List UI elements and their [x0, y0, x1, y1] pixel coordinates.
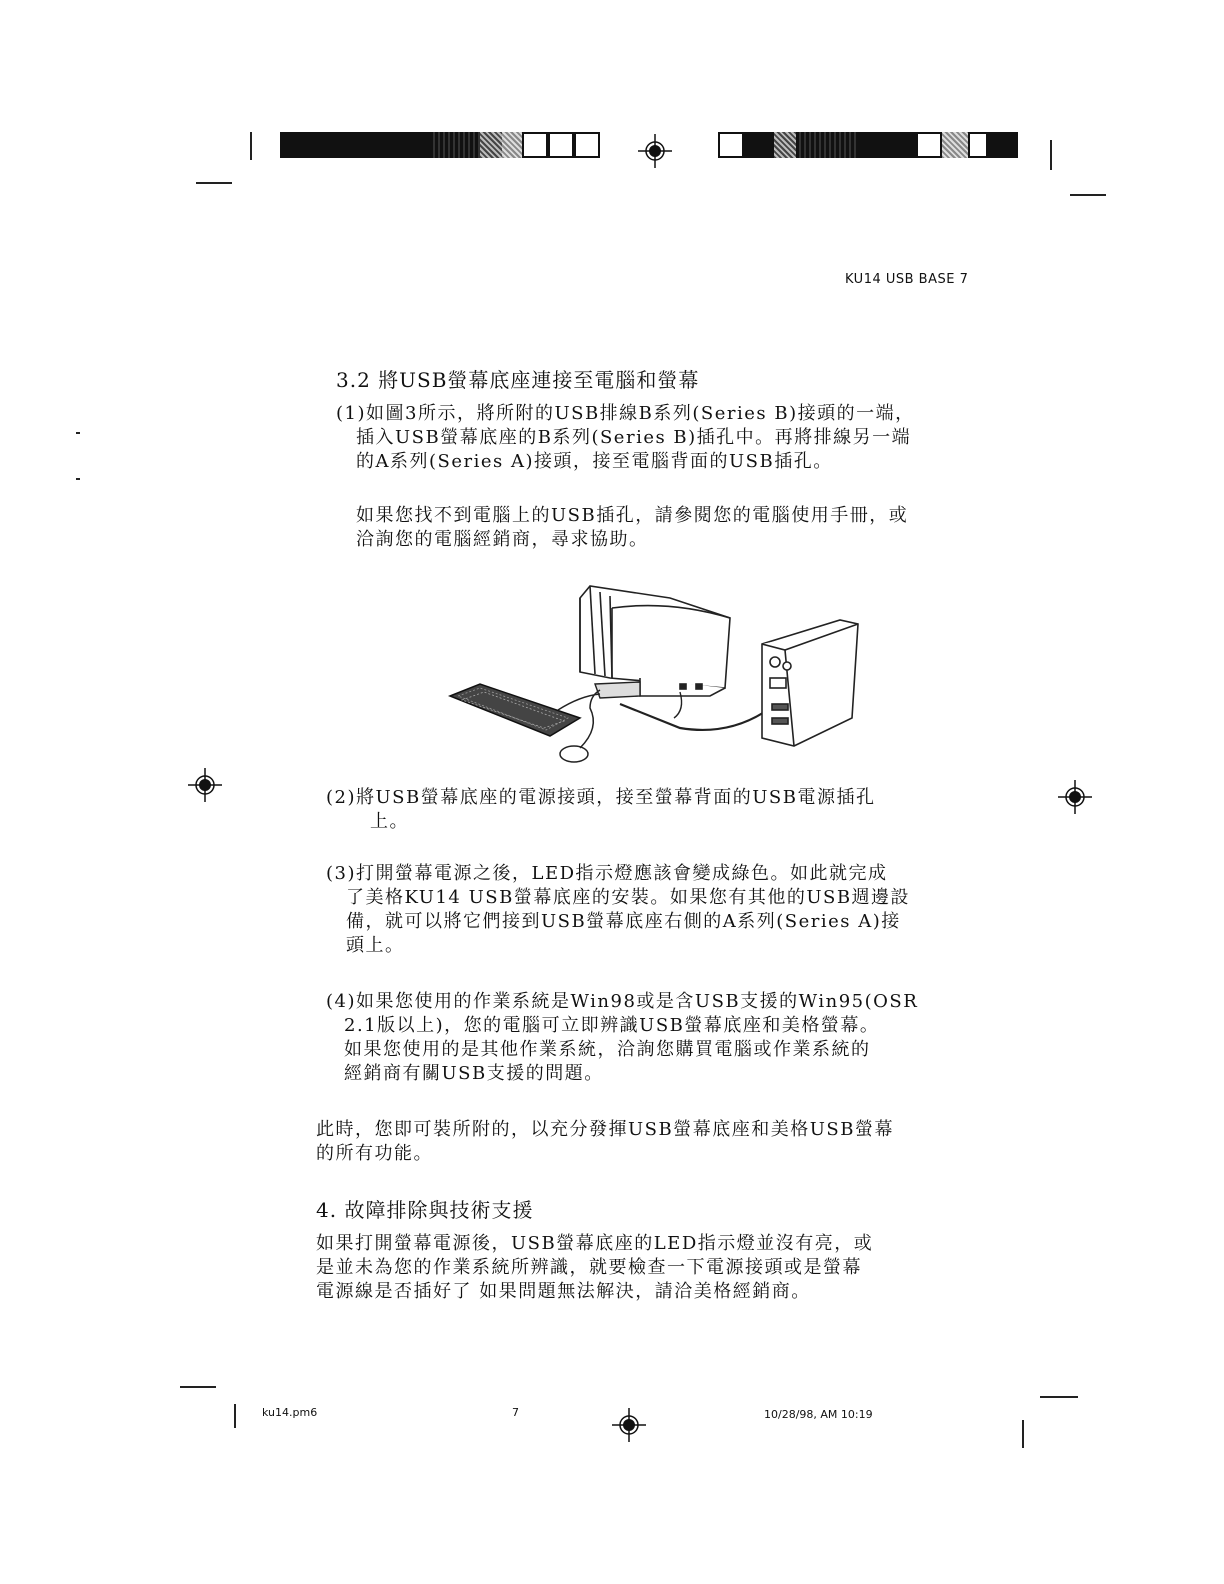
crop-mark	[196, 182, 232, 184]
running-header: KU14 USB BASE 7	[845, 272, 969, 287]
footer-timestamp: 10/28/98, AM 10:19	[764, 1408, 873, 1421]
note-paragraph	[356, 504, 908, 552]
registration-color-bar-left	[280, 132, 600, 158]
step-2-line: (2)將USB螢幕底座的電源接頭，接至螢幕背面的USB電源插孔	[326, 787, 876, 808]
computer-tower-icon	[762, 620, 858, 746]
troubleshooting-line: 電源線是否插好了 如果問題無法解決，請洽美格經銷商。	[316, 1281, 811, 1302]
step-1-paragraph	[336, 402, 915, 474]
step-4-paragraph	[326, 990, 918, 1086]
step-4-line: 2.1版以上)，您的電腦可立即辨識USB螢幕底座和美格螢幕。	[344, 1015, 880, 1036]
crop-mark	[1070, 194, 1106, 196]
crop-mark	[1050, 140, 1052, 170]
step-4-line: 如果您使用的是其他作業系統，洽詢您購買電腦或作業系統的	[344, 1039, 871, 1060]
margin-tick	[76, 432, 80, 434]
step-4-line: 經銷商有關USB支援的問題。	[344, 1063, 604, 1084]
step-3-paragraph	[326, 862, 910, 958]
registration-crosshair-icon	[188, 768, 222, 802]
step-1-line: (1)如圖3所示，將所附的USB排線B系列(Series B)接頭的一端，	[336, 403, 915, 424]
registration-crosshair-icon	[638, 134, 672, 168]
footer-page-number: 7	[512, 1406, 519, 1419]
registration-crosshair-icon	[612, 1408, 646, 1442]
closing-paragraph	[316, 1118, 894, 1166]
step-1-line: 插入USB螢幕底座的B系列(Series B)插孔中。再將排線另一端	[356, 427, 912, 448]
closing-line: 此時，您即可裝所附的，以充分發揮USB螢幕底座和美格USB螢幕	[316, 1119, 894, 1140]
section-heading-4: 4. 故障排除與技術支援	[316, 1198, 534, 1222]
step-1-line: 的A系列(Series A)接頭，接至電腦背面的USB插孔。	[356, 451, 833, 472]
step-3-line: 了美格KU14 USB螢幕底座的安裝。如果您有其他的USB週邊設	[346, 887, 911, 908]
footer-file-name: ku14.pm6	[262, 1406, 318, 1419]
step-3-line: 頭上。	[346, 935, 405, 956]
crop-mark	[1022, 1420, 1024, 1448]
keyboard-icon	[450, 684, 580, 736]
troubleshooting-line: 是並未為您的作業系統所辨識，就要檢查一下電源接頭或是螢幕	[316, 1257, 862, 1278]
step-2-paragraph	[326, 786, 875, 834]
crop-mark	[1040, 1396, 1078, 1398]
crop-mark	[180, 1386, 216, 1388]
note-line: 洽詢您的電腦經銷商，尋求協助。	[356, 529, 649, 550]
crop-mark	[250, 132, 252, 160]
note-line: 如果您找不到電腦上的USB插孔，請參閱您的電腦使用手冊，或	[356, 505, 909, 526]
step-3-line: 備，就可以將它們接到USB螢幕底座右側的A系列(Series A)接	[346, 911, 901, 932]
troubleshooting-line: 如果打開螢幕電源後，USB螢幕底座的LED指示燈並沒有亮，或	[316, 1233, 874, 1254]
registration-crosshair-icon	[1058, 780, 1092, 814]
monitor-icon	[580, 586, 730, 696]
section-heading-3-2: 3.2 將USB螢幕底座連接至電腦和螢幕	[336, 368, 700, 392]
troubleshooting-paragraph	[316, 1232, 873, 1304]
registration-color-bar-right	[718, 132, 1018, 158]
computer-setup-illustration	[440, 578, 870, 778]
step-4-line: (4)如果您使用的作業系統是Win98或是含USB支援的Win95(OSR	[326, 991, 919, 1012]
step-2-line: 上。	[370, 811, 409, 832]
step-3-line: (3)打開螢幕電源之後，LED指示燈應該會變成綠色。如此就完成	[326, 863, 888, 884]
closing-line: 的所有功能。	[316, 1143, 433, 1164]
margin-tick	[76, 478, 80, 480]
mouse-icon	[560, 746, 588, 762]
crop-mark	[234, 1404, 236, 1428]
